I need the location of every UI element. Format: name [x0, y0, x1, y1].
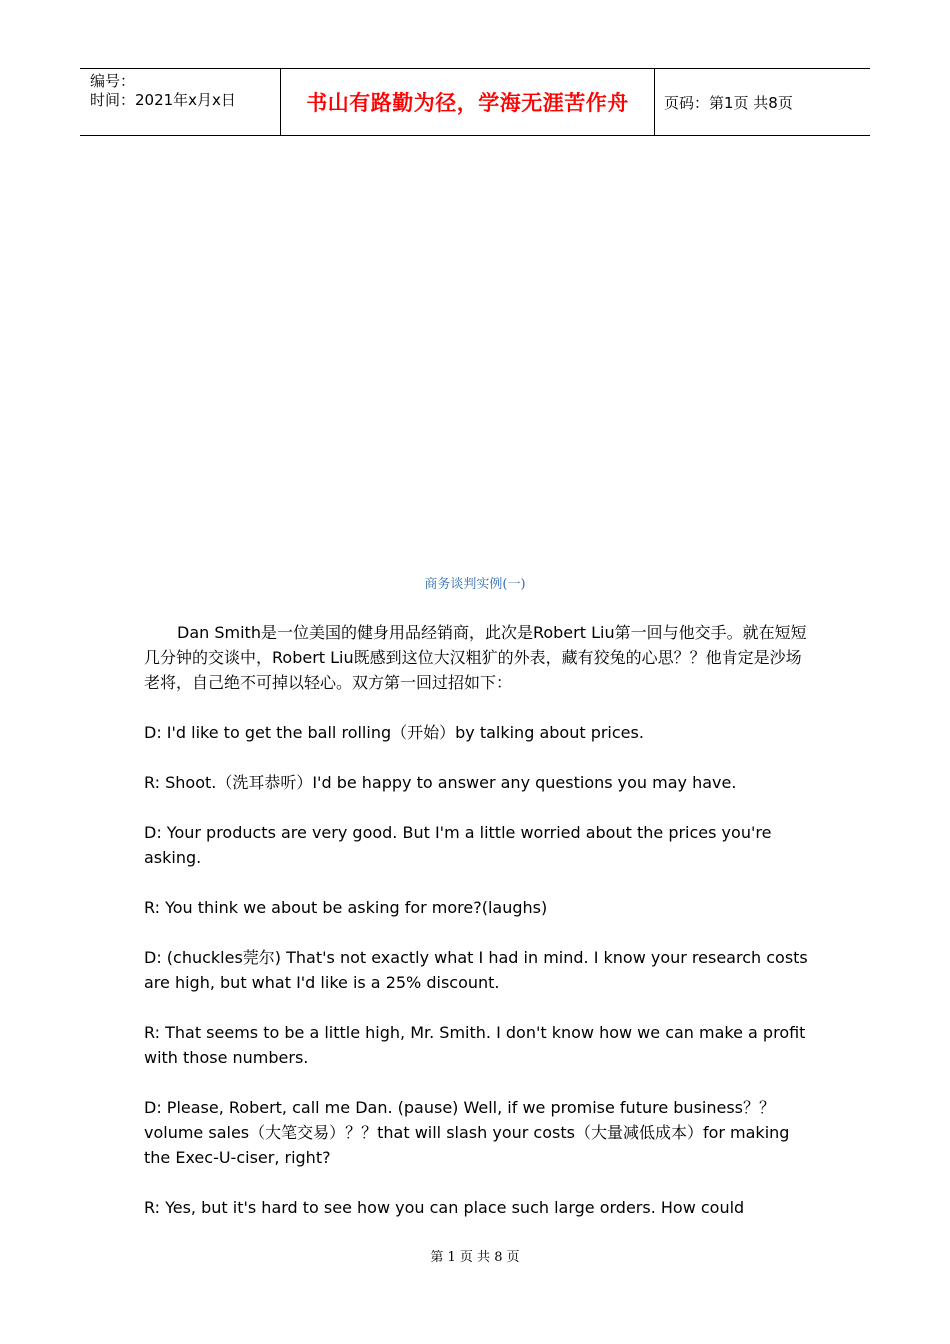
dialogue-line: R: That seems to be a little high, Mr. Smith. I don't know how we can make a profit with those numbers. — [144, 1023, 806, 1067]
header-page-cell — [655, 69, 870, 135]
header-meta — [80, 69, 281, 135]
dialogue-line: D: (chuckles莞尔) That's not exactly what I had in mind. I know your research costs are high, but what I'd like is a 25% discount. — [144, 948, 808, 992]
header-motto-cell — [281, 69, 655, 135]
dialogue-line: D: Please, Robert, call me Dan. (pause) Well, if we promise future business？？volume sales（大笔交易）？？that will slash your costs（大量减低成本）for making the Exec-U-ciser, right? — [144, 1098, 790, 1167]
time-label: 时间：2021年x月x日 — [90, 91, 236, 109]
dialogue-line: R: Shoot.（洗耳恭听）I'd be happy to answer any questions you may have. — [144, 773, 737, 792]
document-title: 商务谈判实例(一) — [424, 577, 526, 592]
page-info: 页码：第1页 共8页 — [664, 93, 793, 112]
dialogue-line: D: I'd like to get the ball rolling（开始）by talking about prices. — [144, 723, 644, 742]
page-header — [80, 68, 870, 136]
motto: 书山有路勤为径，学海无涯苦作舟 — [306, 90, 629, 115]
serial-label: 编号： — [90, 72, 136, 90]
dialogue-line: D: Your products are very good. But I'm a little worried about the prices you're asking. — [144, 823, 772, 867]
document-body — [144, 620, 808, 1245]
intro-paragraph: Dan Smith是一位美国的健身用品经销商，此次是Robert Liu第一回与他交手。就在短短几分钟的交谈中，Robert Liu既感到这位大汉粗犷的外表，藏有狡兔的心思？？他肯定是沙场老将，自己绝不可掉以轻心。双方第一回过招如下： — [144, 623, 807, 692]
dialogue-line: R: You think we about be asking for more?(laughs) — [144, 898, 548, 917]
page-footer: 第 1 页 共 8 页 — [430, 1250, 520, 1265]
dialogue-line: R: Yes, but it's hard to see how you can place such large orders. How could — [144, 1198, 745, 1217]
